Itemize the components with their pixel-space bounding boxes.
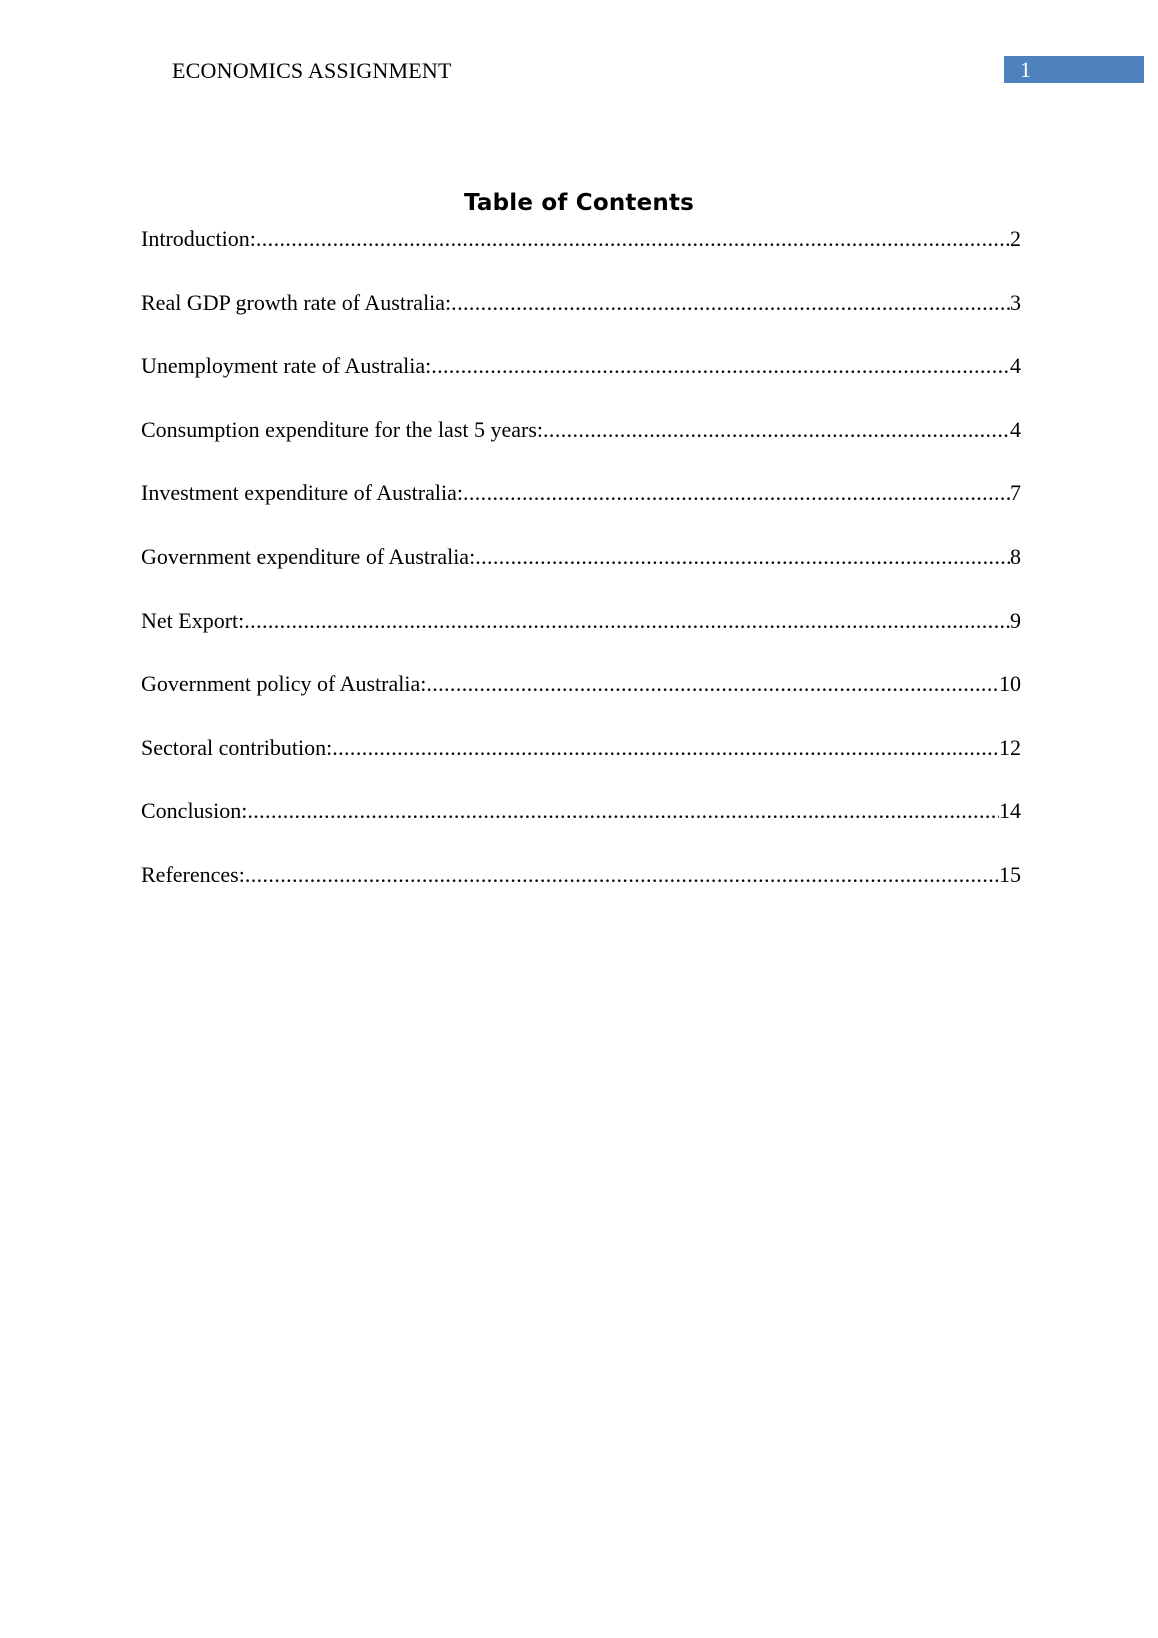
toc-entry-page: 4 (1010, 353, 1021, 379)
toc-entry-page: 9 (1010, 607, 1021, 633)
toc-entry[interactable] (141, 478, 1021, 542)
toc-dot-leader (543, 415, 1010, 445)
toc-entry[interactable] (141, 733, 1021, 797)
header-title: ECONOMICS ASSIGNMENT (172, 58, 452, 83)
page-number: 1 (1020, 57, 1031, 82)
toc-entry-label: Sectoral contribution: (141, 734, 333, 760)
toc-dot-leader (332, 733, 999, 763)
toc-entry-label: Introduction: (141, 226, 256, 251)
toc-entry[interactable] (141, 288, 1021, 352)
toc-entry-label: Investment expenditure of Australia: (141, 480, 463, 506)
toc-dot-leader (244, 606, 1010, 636)
toc-entry-page: 8 (1010, 543, 1021, 569)
toc-entry-label: Real GDP growth rate of Australia: (141, 289, 452, 315)
toc-list (141, 224, 1021, 924)
toc-entry-label: Government policy of Australia: (141, 671, 427, 697)
toc-entry[interactable] (141, 796, 1021, 860)
toc-dot-leader (475, 542, 1010, 572)
toc-entry-page: 15 (999, 861, 1021, 887)
toc-dot-leader (245, 860, 999, 890)
toc-entry-page: 12 (999, 734, 1021, 760)
toc-entry-page: 7 (1010, 480, 1021, 506)
toc-entry[interactable] (141, 351, 1021, 415)
toc-dot-leader (451, 288, 1010, 318)
toc-entry-page: 3 (1010, 289, 1021, 315)
page-number-badge (1004, 56, 1144, 83)
toc-entry-label: Unemployment rate of Australia: (141, 353, 432, 379)
toc-dot-leader (463, 478, 1010, 508)
toc-entry-label: Conclusion: (141, 798, 248, 824)
toc-entry-label: Government expenditure of Australia: (141, 543, 476, 569)
toc-entry-page: 10 (999, 671, 1021, 697)
toc-entry[interactable] (141, 224, 1021, 288)
toc-dot-leader (256, 224, 1010, 254)
toc-entry-page: 2 (1010, 226, 1021, 251)
toc-heading: Table of Contents (463, 190, 695, 216)
toc-dot-leader (426, 669, 999, 699)
toc-entry[interactable] (141, 669, 1021, 733)
toc-entry-page: 4 (1010, 416, 1021, 442)
toc-entry[interactable] (141, 415, 1021, 479)
toc-entry[interactable] (141, 860, 1021, 924)
toc-dot-leader (431, 351, 1010, 381)
toc-entry[interactable] (141, 542, 1021, 606)
toc-entry-label: Consumption expenditure for the last 5 years: (141, 416, 544, 442)
toc-dot-leader (247, 796, 999, 826)
toc-entry-label: References: (141, 861, 245, 887)
toc-entry[interactable] (141, 606, 1021, 670)
toc-entry-page: 14 (999, 798, 1021, 824)
toc-entry-label: Net Export: (141, 607, 245, 633)
